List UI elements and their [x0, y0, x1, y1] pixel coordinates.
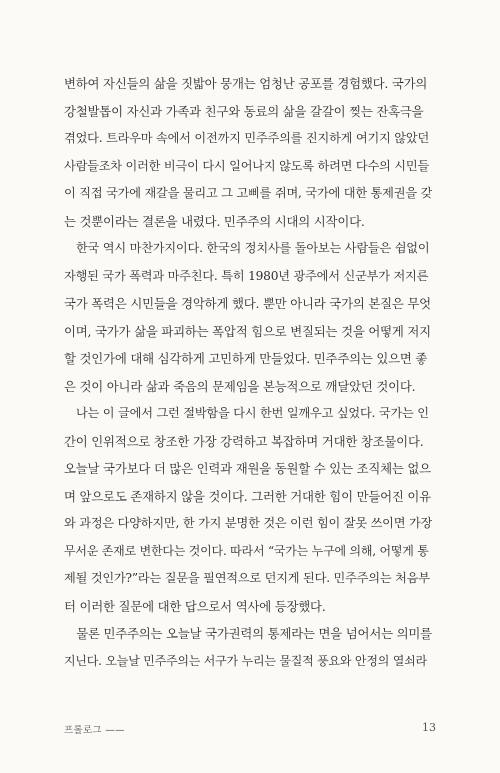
page-footer — [64, 722, 436, 738]
text-line: 지닌다. 오늘날 민주주의는 서구가 누리는 물질적 풍요와 안정의 열쇠라 — [64, 653, 427, 668]
text-line: 사람들조차 이러한 비극이 다시 일어나지 않도록 하려면 다수의 시민들 — [64, 158, 430, 173]
text-line: 강철발톱이 자신과 가족과 친구와 동료의 삶을 갈갈이 찢는 잔혹극을 — [64, 103, 424, 119]
text-line: 와 과정은 다양하지만, 한 가지 분명한 것은 이런 힘이 잘못 쓰이면 가장 — [64, 516, 432, 530]
text-line: 은 것이 아니라 삶과 죽음의 문제임을 본능적으로 깨달았던 것이다. — [64, 378, 416, 394]
text-line: 터 이러한 질문에 대한 답으로서 역사에 등장했다. — [64, 598, 326, 614]
text-line: 국가 폭력은 시민들을 경악하게 했다. 뿐만 아니라 국가의 본질은 무엇 — [64, 296, 431, 311]
text-line: 나는 이 글에서 그런 절박함을 다시 한번 일깨우고 싶었다. 국가는 인 — [64, 406, 429, 420]
text-line: 무서운 존재로 변한다는 것이다. 따라서 “국가는 누구에 의해, 어떻게 통 — [64, 543, 429, 558]
text-line: 물론 민주주의는 오늘날 국가권력의 통제라는 면을 넘어서는 의미를 — [64, 626, 432, 641]
text-line: 이며, 국가가 삶을 파괴하는 폭압적 힘으로 변질되는 것을 어떻게 저지 — [64, 323, 431, 339]
text-line: 며 앞으로도 존재하지 않을 것이다. 그러한 거대한 힘이 만들어진 이유 — [64, 488, 431, 504]
text-line: 겪었다. 트라우마 속에서 이전까지 민주주의를 진지하게 여기지 않았던 — [64, 131, 430, 145]
text-line: 제될 것인가?”라는 질문을 필연적으로 던지게 된다. 민주주의는 처음부 — [64, 571, 430, 585]
text-line: 오늘날 국가보다 더 많은 인력과 재원을 동원할 수 있는 조직체는 없으 — [64, 461, 431, 476]
text-line: 자행된 국가 폭력과 마주친다. 특히 1980년 광주에서 신군부가 저지른 — [64, 268, 429, 283]
text-line: 할 것인가에 대해 심각하게 고민하게 만들었다. 민주주의는 있으면 좋 — [64, 351, 428, 366]
text-line: 는 것뿐이라는 결론을 내렸다. 민주주의 시대의 시작이다. — [64, 213, 365, 229]
text-line: 변하여 자신들의 삶을 짓밟아 뭉개는 엄청난 공포를 경험했다. 국가의 — [64, 76, 428, 91]
text-line: 이 직접 국가에 재갈을 물리고 그 고삐를 쥐며, 국가에 대한 통제권을 갖 — [64, 186, 432, 200]
body-text — [64, 70, 432, 675]
text-line: 간이 인위적으로 창조한 가장 강력하고 복잡하며 거대한 창조물이다. — [64, 433, 424, 449]
text-line: 한국 역시 마찬가지이다. 한국의 정치사를 돌아보는 사람들은 쉼없이 — [64, 241, 430, 255]
running-head: 프롤로그 —— — [64, 725, 125, 736]
page-number: 13 — [422, 721, 436, 734]
